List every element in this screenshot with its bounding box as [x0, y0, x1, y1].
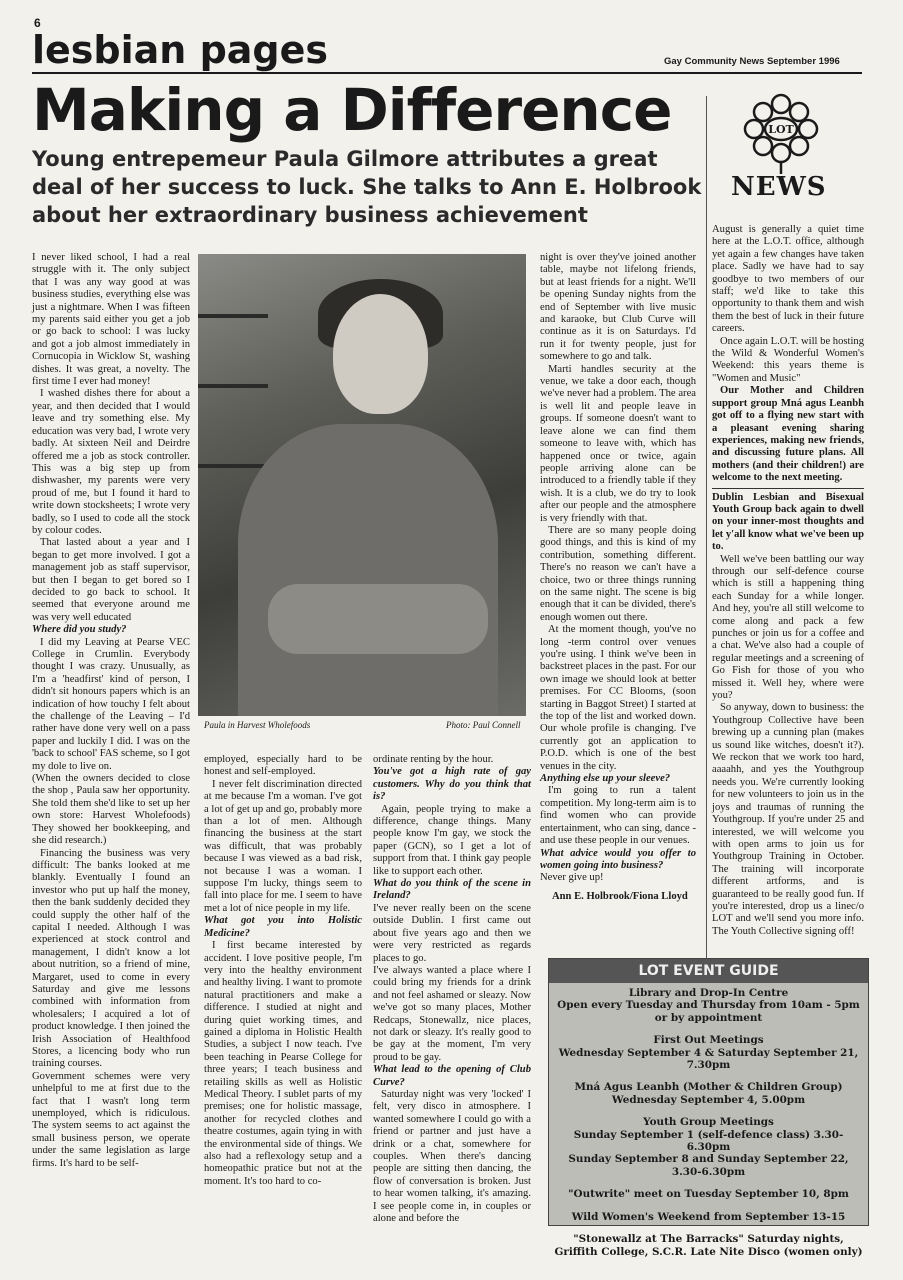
photo-credit: Photo: Paul Connell [446, 720, 521, 730]
event-block [553, 1081, 864, 1106]
paragraph: At the moment though, you've no long -term control over venues you're using. I think we've been in backstreet places in the past. For our own image we should look at better premises. For CC Blooms, (soon starting in Baggot Street) I started at the top of the list and worked down. Our whole profile is changing. I've currently got an application to P.O.D. which is one of the best venues in the city. [540, 624, 696, 772]
paragraph: ordinate renting by the hour. [373, 754, 494, 765]
paragraph: Financing the business was very difficult: The banks looked at me blankly. Eventually I found an investor who put up half the money, then the bank suddenly decided they could supply the other half of the capital I needed. Although I was experienced at stock control and management, I didn't know a lot about nutrition, so a friend of mine, Margaret, used to come in every Saturday and give me lessons combined with information from wholesalers; I acquired a lot of product knowledge. I then joined the Irish Association of Healthfood Stores, a licencing body who run training courses. [32, 847, 190, 1070]
paragraph: Again, people trying to make a difference, change things. Many people know I'm gay, we stock the paper (GCN), so I get a lot of support from that. I think gay people like to support each other. [373, 803, 531, 877]
event-block [553, 1188, 864, 1200]
event-block [553, 1116, 864, 1178]
paragraph: (When the owners decided to close the shop , Paula saw her opportunity. She told them she'd like to set up her own store: Harvest Wholefoods) They showed her bookkeeping, and she did research.) [32, 773, 190, 847]
article-column-4 [540, 252, 696, 903]
paragraph: Dublin Lesbian and Bisexual Youth Group back again to dwell on your inner-most thoughts and let y'all know what we've been up to. [712, 491, 864, 553]
event-block [553, 987, 864, 1024]
event-block [553, 1233, 864, 1258]
paragraph: That lasted about a year and I began to get more involved. I got a management job as staff supervisor, but then I began to get bored so I decided to go back to school. It seemed that everyone around me was very well educated [32, 537, 190, 623]
question: What lead to the opening of Club Curve? [373, 1064, 531, 1088]
masthead: Gay Community News September 1996 [664, 56, 840, 67]
paragraph: Our Mother and Children support group Mná agus Leanbh got off to a flying new start with a pleasant evening sharing experiences, making new friends, and discussing future plans. All mothers (and their children!) are welcome to the next meeting. [712, 385, 864, 484]
event-guide-title: LOT EVENT GUIDE [549, 959, 868, 983]
paragraph: So anyway, down to business: the Youthgroup Collective have been brewing up a cunning plan (makes us sound like witches, doesn't it?). We reckon that we work too hard, aaaahh, and yes the Youthgroup needs you. We're currently looking for new volunteers to join us in the joys and traumas of running the Youthgroup. If you're under 25 and interested, we will welcome you with open arms to join us for Youthgroup Training in October. The training will incorporate different artforms, and is guaranteed to be really good fun. If you're interested, drop us a linec/o LOT and we'll send you more info. The Youth Collective signing off! [712, 702, 864, 937]
paragraph: Saturday night was very 'locked' I felt, very disco in atmosphere. I wanted somewhere I could go with a friend or partner and just have a drink or a chat, somewhere for couples. When there's dancing people are sitting then dancing, the flow of conversation is broken. Just to hear women talking, it's amazing. I see people come in, in couples or alone and before the [373, 1088, 531, 1225]
event-line: First Out Meetings [653, 1034, 764, 1047]
headline: Making a Difference [32, 76, 672, 144]
event-line: "Outwrite" meet on Tuesday September 10, 8pm [568, 1188, 849, 1201]
paragraph: employed, especially hard to be honest and self-employed. [204, 754, 362, 778]
lot-news-column [712, 224, 864, 938]
article-column-1 [32, 252, 190, 1170]
event-block [553, 1211, 864, 1223]
event-line: "Stonewallz at The Barracks" Saturday nights, Griffith College, S.C.R. Late Nite Disco (women only) [554, 1233, 863, 1258]
event-line: Wednesday September 4 & Saturday September 21, 7.30pm [558, 1046, 859, 1072]
event-line: Open every Tuesday and Thursday from 10am - 5pm or by appointment [557, 999, 860, 1024]
photo [198, 254, 526, 716]
deck: Young entrepemeur Paula Gilmore attributes a great deal of her success to luck. She talks to Ann E. Holbrook about her extraordinary business achievement [32, 147, 702, 227]
article-column-2 [204, 754, 362, 1188]
event-line: Sunday September 8 and Sunday September 22, 3.30-6.30pm [568, 1153, 849, 1178]
paragraph: I never liked school, I had a real struggle with it. The only subject that I was any way good at was business studies, everything else was just a nightmare. When I was fifteen my parents said either you get a job or go back to school: I was lucky and got a job almost immediately in Cornucopia in Wicklow St, washing dishes. It was great, a novelty. The first time I ever had money! [32, 252, 190, 388]
paragraph: Government schemes were very unhelpful to me at first due to the fact that I wasn't long term unemployed, which is ridiculous. The system seems to act against the small business person, we operate under the same legislation as large firms. It's hard to be self- [32, 1070, 190, 1169]
event-block [553, 1034, 864, 1071]
shelf [198, 314, 268, 318]
paragraph: I washed dishes there for about a year, and then decided that I would leave and try something else. My education was very bad, I wrote very badly. At sixteen Neil and Deirdre offered me a job as stock controller. This was a big step up from dishwasher, my parents were very proud of me, but I found it hard to write down stocksheets; I wrote very badly, so I used to code all the stock by colour codes. [32, 388, 190, 536]
lot-logo-text: LOT [768, 123, 794, 136]
event-line: Wednesday September 4, 5.00pm [611, 1093, 806, 1106]
paragraph: Marti handles security at the venue, we take a door each, though we've never had a problem. The area is well lit and people leave in groups. If someone doesn't want to leave alone we can find them someone to leave with, which has happened once or twice, again people arriving alone can be introduced to a friendly table if they wish. It is a club, we do try to look after our people and the atmosphere is very friendly with that. [540, 363, 696, 524]
photo-figure-body [238, 424, 498, 716]
divider [712, 488, 864, 489]
question: What do you think of the scene in Ireland? [373, 878, 531, 902]
news-title: NEWS [731, 172, 827, 202]
paragraph: I've never really been on the scene outside Dublin. I first came out about five years ago and then we were very restricted as regards places to go. [373, 902, 531, 964]
paragraph: night is over they've joined another table, maybe not lifelong friends, but at least friends for a night. We'll be opening Sunday nights from the end of September with live music and karaoke, but Club Curve will continue as it is on Saturdays. I'd run it for twenty people, just for somewhere to go and talk. [540, 252, 696, 363]
paragraph: I never felt discrimination directed at me because I'm a woman. I've got a lot of get up and go, probably more than a lot of men. Although financing the business at the start was difficult, that was probably because I was viewed as a bad risk, not because I was a woman. I suppose I'm lucky, things seem to fall into place for me. I seem to have met a lot of nice people in my life. [204, 778, 362, 914]
event-guide-body [553, 987, 864, 1268]
photo-figure-face [333, 294, 428, 414]
paragraph: August is generally a quiet time here at the L.O.T. office, although yet again a few changes have taken place. Sadly we have had to say goodbye to two members of our staff; we'd like to take this opportunity to thank them and wish them the best of luck in their future careers. [712, 224, 864, 335]
photo-caption: Paula in Harvest Wholefoods [204, 720, 311, 730]
paragraph: I did my Leaving at Pearse VEC College in Crumlin. Everybody thought I was crazy. Unusually, as I'm a 'headfirst' kind of person, I didn't sit honours papers which is an indication of how touchy I felt about the challenge of the Leaving – I'd rather have done very well on a pass paper and luckily I did. I was on the 'back to school' FAS scheme, so I got my dole to live on. [32, 636, 190, 772]
event-line: Mná Agus Leanbh (Mother & Children Group) [574, 1081, 843, 1094]
event-line: Wild Women's Weekend from September 13-15 [571, 1210, 846, 1223]
paragraph: I first became interested by accident. I love positive people, I'm very into the healthy environment and healthy living. I want to promote natural practitioners and make a difference. I studied at night and during quiet working times, and gained a diploma in Holistic Health Studies, a subject I now teach. I've been teaching in Pearse College for three years; I teach business and retailing skills as well as Holistic Medical Theory. I sublet parts of my premises; one for holistic massage, another for recycled clothes and theatre costumes, again tying in with the environmental side of things. We also had a reflexology setup and a homeopathic pratice but not at the moment. It's too hard to co- [204, 940, 362, 1187]
shelf [198, 464, 268, 468]
article-column-3 [373, 754, 531, 1225]
event-line: Youth Group Meetings [643, 1116, 774, 1129]
paragraph: Once again L.O.T. will be hosting the Wild & Wonderful Women's Weekend: this years theme is "Women and Music" [712, 335, 864, 384]
event-line: Library and Drop-In Centre [628, 987, 789, 999]
photo-figure-arms [268, 584, 488, 654]
paragraph: Well we've been battling our way through our self-defence course which is still a happening thing each Sunday for a while longer. And hey, you're all still welcome to come along and pack a few punches or join us for a coffee and a chat. We've also had a couple of regular meetings and a screening of Go Fish for those of you who missed it. Well hey, where were you? [712, 553, 864, 702]
section-title: lesbian pages [32, 28, 329, 72]
page-number: 6 [34, 16, 41, 30]
paragraph: There are so many people doing good things, and this is kind of my contribution, something different. There's no reason we can't have a choice, two or three things running on the same night. The scene is big enough that it can be divided, there's enough women out there. [540, 524, 696, 623]
byline: Ann E. Holbrook/Fiona Lloyd [552, 890, 688, 902]
question: What got you into Holistic Medicine? [204, 915, 362, 939]
paragraph: I've always wanted a place where I could bring my friends for a drink and not feel ashamed or sleazy. Now we've got so many places, Mother Redcaps, Stonewallz, nice places, not dark or sleazy. It's really good to be gay at the moment, I'm very proud to be gay. [373, 964, 531, 1063]
shelf [198, 384, 268, 388]
question: You've got a high rate of gay customers. Why do you think that is? [373, 766, 531, 803]
event-guide [548, 958, 869, 1258]
question: Where did you study? [32, 624, 127, 636]
paragraph: I'm going to run a talent competition. My long-term aim is to find women who can provide entertainment, who can sing, dance - and use these people in our venues. [540, 785, 696, 847]
paragraph: Never give up! [540, 872, 604, 884]
event-line: Sunday September 1 (self-defence class) 3.30-6.30pm [573, 1128, 844, 1154]
question: What advice would you offer to women going into business? [540, 847, 696, 871]
question: Anything else up your sleeve? [540, 773, 671, 785]
